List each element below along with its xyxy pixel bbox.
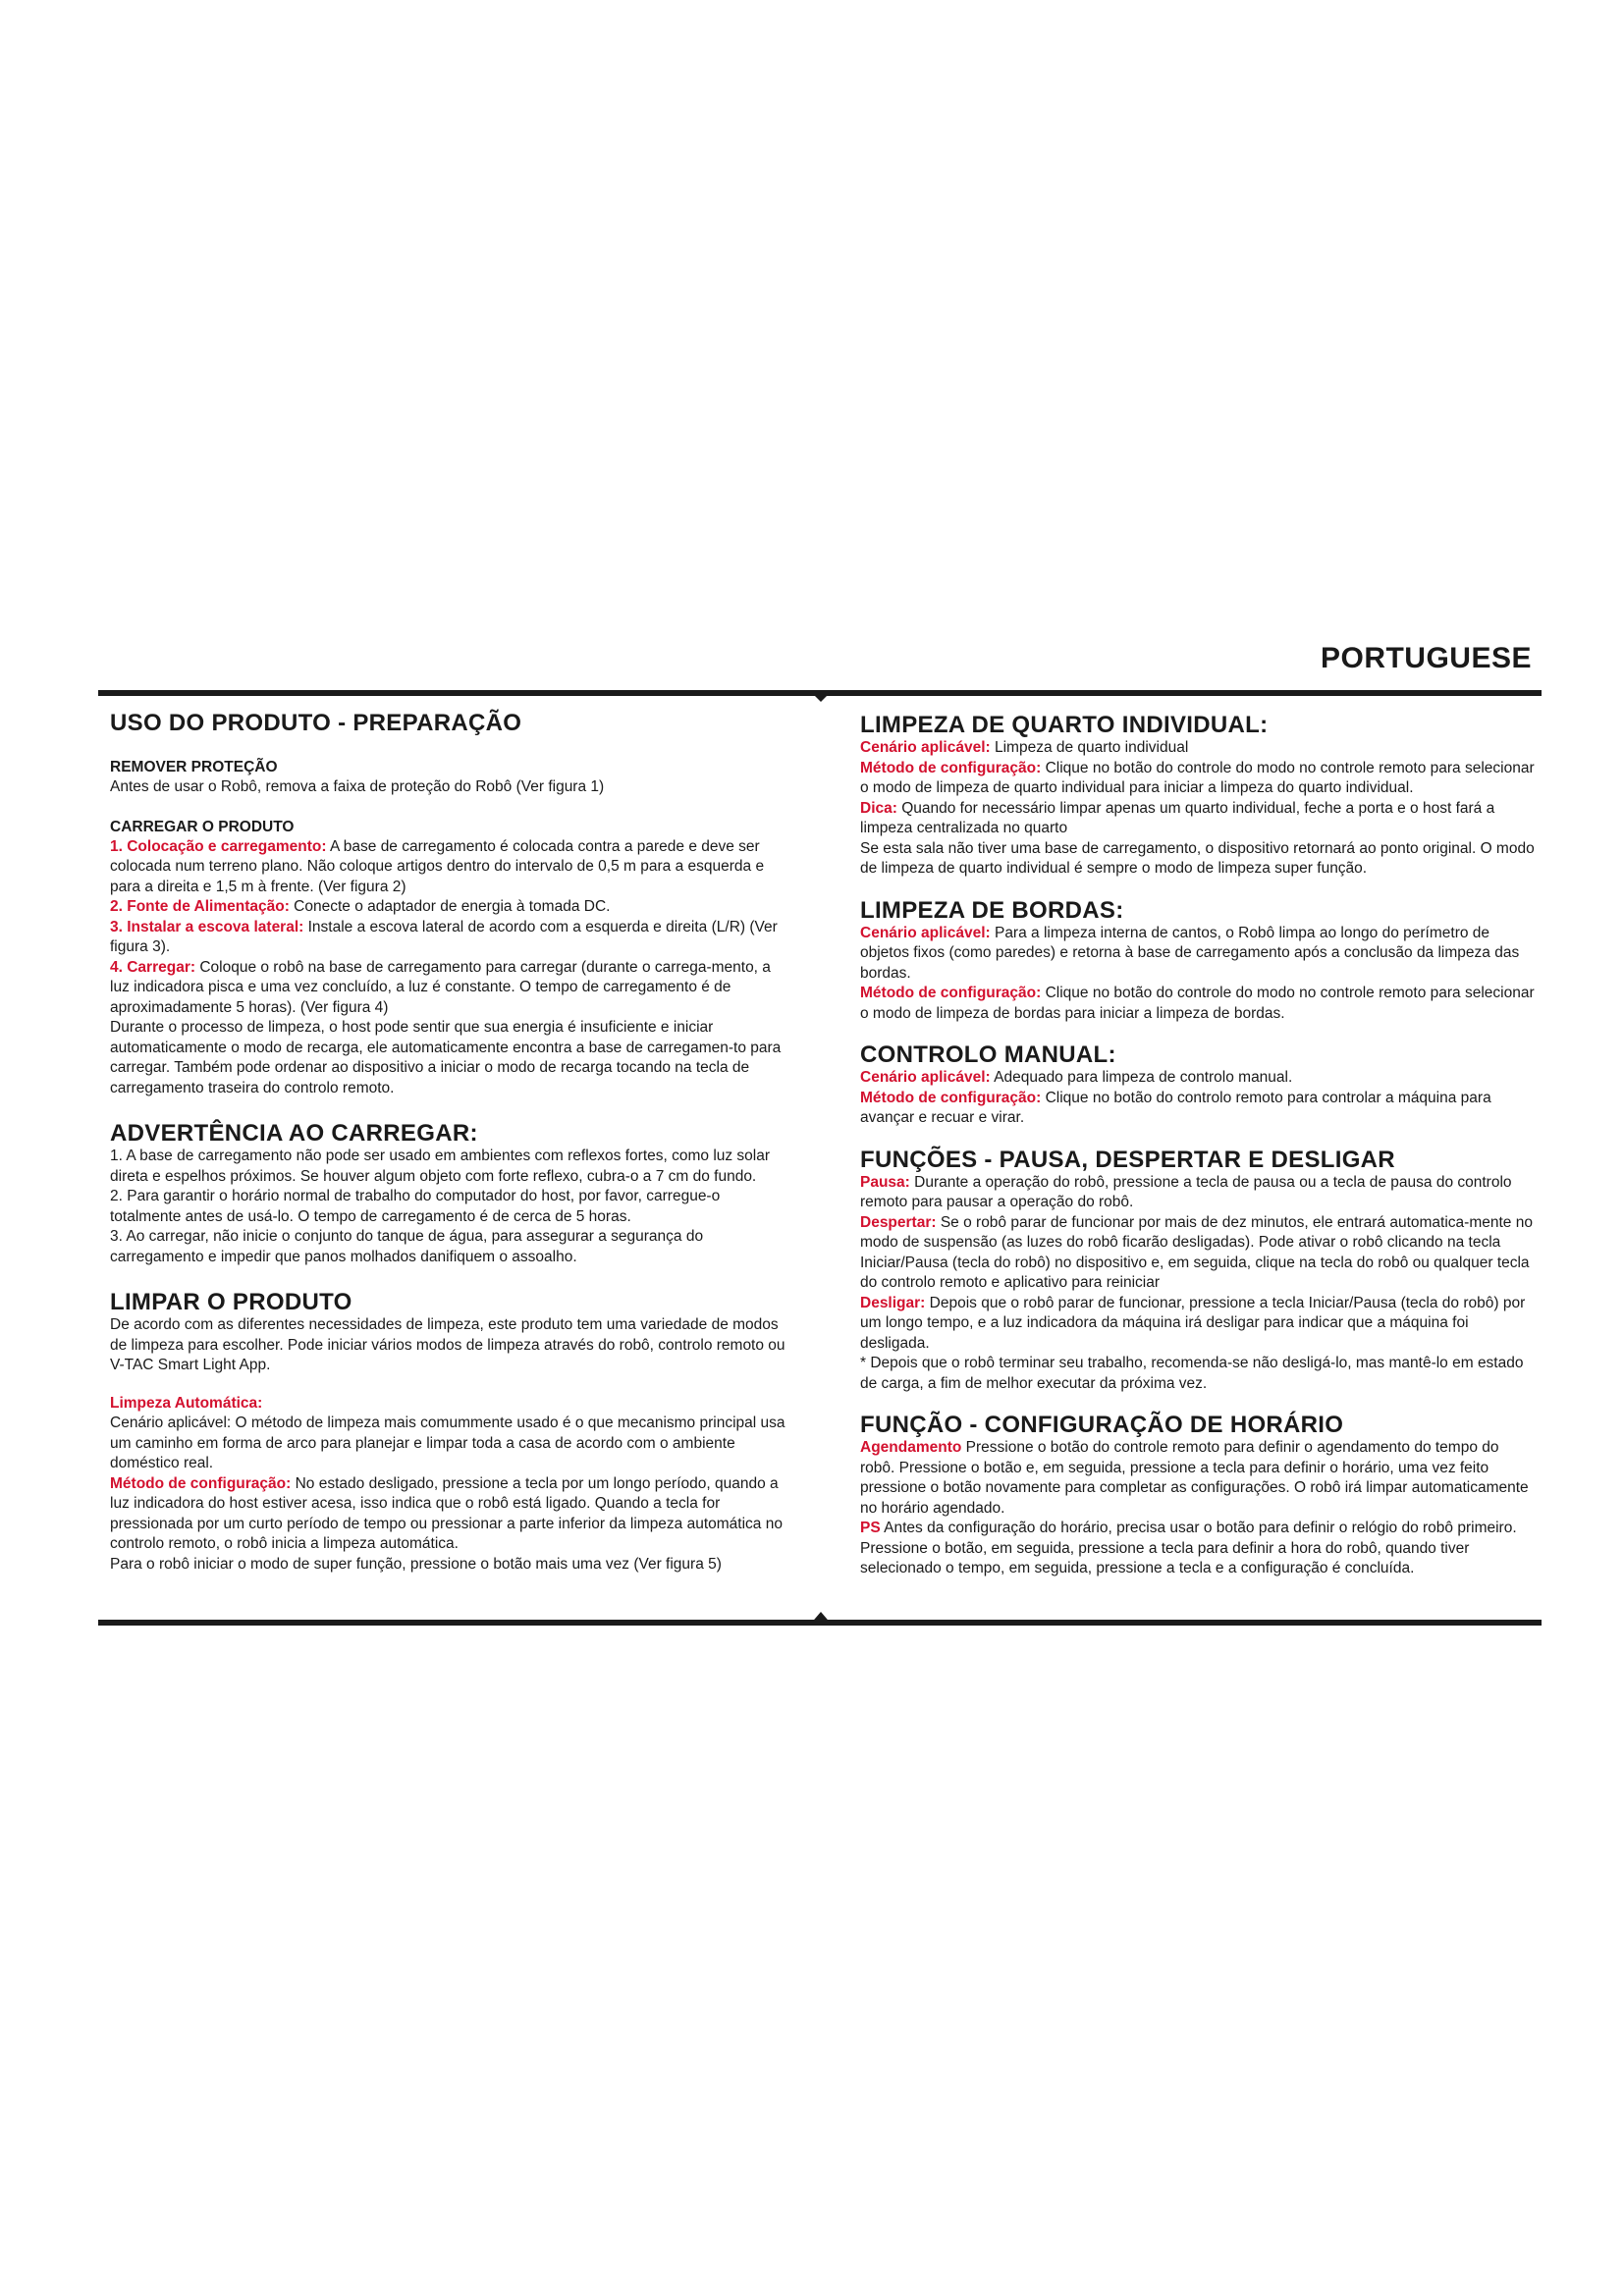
- clean-intro: De acordo com as diferentes necessidades de limpeza, este produto tem uma variedade de modos de limpeza para escolher. Pode iniciar vários modos de limpeza através do robô, controlo remoto ou V-TAC Smart Light App.: [110, 1316, 785, 1373]
- clean-title: LIMPAR O PRODUTO: [110, 1289, 352, 1315]
- warning-item-3: 3. Ao carregar, não inicie o conjunto do tanque de água, para assegurar a segurança do carregamento e impedir que panos molhados danifiquem o assoalho.: [110, 1228, 704, 1265]
- single-note: Se esta sala não tiver uma base de carregamento, o dispositivo retornará ao ponto original. O modo de limpeza de quarto individual é sempre o modo de limpeza super função.: [860, 839, 1535, 877]
- bottom-rule-left: [98, 1620, 815, 1626]
- left-column: [110, 710, 793, 1575]
- bottom-rule-right: [827, 1620, 1542, 1626]
- manual-scenario: Cenário aplicável: Adequado para limpeza de controlo manual.: [860, 1069, 1293, 1086]
- top-rule-right: [827, 690, 1542, 696]
- step-4: 4. Carregar: Coloque o robô na base de carregamento para carregar (durante o carrega-mento, a luz indicadora pisca e uma vez concluído, a luz é constante. O tempo de carregamento é de aproximadamente 5 horas). (Ver figura 4): [110, 958, 771, 1016]
- step-1: 1. Colocação e carregamento: A base de carregamento é colocada contra a parede e deve ser colocada num terreno plano. Não coloque artigos dentro do intervalo de 0,5 m para a esquerda e para a direita e 1,5 m à frente. (Ver figura 2): [110, 837, 765, 895]
- single-title: LIMPEZA DE QUARTO INDIVIDUAL:: [860, 712, 1269, 738]
- schedule-ps: PS Antes da configuração do horário, precisa usar o botão para definir o relógio do robô primeiro. Pressione o botão, em seguida, pressione a tecla para definir a hora do robô, quando tiver selecionado o tempo, em seguida, pressione a tecla e a configuração é concluída.: [860, 1520, 1517, 1576]
- functions-pause: Pausa: Durante a operação do robô, pressione a tecla de pausa ou a tecla de pausa do controlo remoto para pausar a operação do robô.: [860, 1173, 1512, 1210]
- schedule-title: FUNÇÃO - CONFIGURAÇÃO DE HORÁRIO: [860, 1412, 1344, 1438]
- warning-title: ADVERTÊNCIA AO CARREGAR:: [110, 1120, 478, 1147]
- remove-text: Antes de usar o Robô, remova a faixa de proteção do Robô (Ver figura 1): [110, 778, 605, 795]
- edges-scenario: Cenário aplicável: Para a limpeza interna de cantos, o Robô limpa ao longo do perímetro de objetos fixos (como paredes) e retorna à base de carregamento após a conclusão da limpeza das bordas.: [860, 924, 1520, 982]
- single-method: Método de configuração: Clique no botão do controle do modo no controle remoto para selecionar o modo de limpeza de quarto individual para iniciar a limpeza do quarto individual.: [860, 759, 1535, 796]
- remove-heading: REMOVER PROTEÇÃO: [110, 759, 278, 775]
- warning-item-1: 1. A base de carregamento não pode ser usado em ambientes com reflexos fortes, como luz solar direta e espelhos próximos. Se houver algum objeto com forte reflexo, cubra-o a 7 cm do fundo.: [110, 1148, 771, 1185]
- manual-method: Método de configuração: Clique no botão do controlo remoto para controlar a máquina para avançar e recuar e virar.: [860, 1089, 1491, 1126]
- language-title: PORTUGUESE: [1320, 642, 1532, 674]
- warning-item-2: 2. Para garantir o horário normal de trabalho do computador do host, por favor, carregue-o totalmente antes de usá-lo. O tempo de carregamento é de cerca de 5 horas.: [110, 1188, 721, 1225]
- right-column: [860, 712, 1538, 1579]
- edges-title: LIMPEZA DE BORDAS:: [860, 896, 1124, 924]
- functions-wake: Despertar: Se o robô parar de funcionar por mais de dez minutos, ele entrará automatica-mente no modo de suspensão (as luzes do robô ficarão desligadas). Pode ativar o robô clicando na tecla Iniciar/Pausa (tecla do robô) no dispositivo e, em seguida, clique na tecla do robô ou qualquer tecla do controlo remoto e aplicativo para reiniciar: [860, 1213, 1533, 1291]
- auto-heading: Limpeza Automática:: [110, 1394, 263, 1412]
- step-3: 3. Instalar a escova lateral: Instale a escova lateral de acordo com a esquerda e direita (L/R) (Ver figura 3).: [110, 918, 778, 955]
- functions-off: Desligar: Depois que o robô parar de funcionar, pressione a tecla Iniciar/Pausa (tecla do robô) por um longo tempo, e a luz indicadora da máquina irá desligar para indicar que a máquina foi desligada.: [860, 1294, 1526, 1352]
- top-rule-notch: [809, 690, 833, 704]
- functions-note: * Depois que o robô terminar seu trabalho, recomenda-se não desligá-lo, mas mantê-lo em estado de carga, a fim de melhor executar da próxima vez.: [860, 1355, 1524, 1392]
- auto-scenario: Cenário aplicável: O método de limpeza mais comummente usado é o que mecanismo principal usa um caminho em forma de arco para planejar e limpar toda a casa de acordo com o ambiente doméstico real.: [110, 1415, 785, 1471]
- single-tip: Dica: Quando for necessário limpar apenas um quarto individual, feche a porta e o host fará a limpeza centralizada no quarto: [860, 799, 1495, 836]
- recharge-text: Durante o processo de limpeza, o host pode sentir que sua energia é insuficiente e iniciar automaticamente o modo de recarga, ele automaticamente encontra a base de carregamen-to para carregar. Também pode ordenar ao dispositivo a iniciar o modo de recarga tocando na tecla de carregamento traseira do controlo remoto.: [110, 1019, 782, 1096]
- prep-title: USO DO PRODUTO - PREPARAÇÃO: [110, 710, 522, 736]
- bottom-rule-notch: [809, 1610, 833, 1626]
- single-scenario: Cenário aplicável: Limpeza de quarto individual: [860, 739, 1189, 756]
- auto-method: Método de configuração: No estado desligado, pressione a tecla por um longo período, quando a luz indicadora do host estiver acesa, isso indica que o robô está ligado. Quando a tecla for pressionada por um curto período de tempo ou pressionar a parte inferior da limpeza automática no controlo remoto, o robô inicia a limpeza automática.: [110, 1474, 783, 1552]
- charge-heading: CARREGAR O PRODUTO: [110, 818, 295, 835]
- auto-super: Para o robô iniciar o modo de super função, pressione o botão mais uma vez (Ver figura 5): [110, 1555, 722, 1573]
- manual-title: CONTROLO MANUAL:: [860, 1041, 1116, 1068]
- functions-title: FUNÇÕES - PAUSA, DESPERTAR E DESLIGAR: [860, 1146, 1395, 1173]
- top-rule-left: [98, 690, 815, 696]
- schedule-agenda: Agendamento Pressione o botão do controle remoto para definir o agendamento do tempo do robô. Pressione o botão e, em seguida, pressione a tecla para definir o horário, uma vez feito pressione o botão novamente para completar as configurações. O robô irá limpar automaticamente no horário agendado.: [860, 1439, 1529, 1517]
- edges-method: Método de configuração: Clique no botão do controle do modo no controle remoto para selecionar o modo de limpeza de bordas para iniciar a limpeza de bordas.: [860, 985, 1535, 1022]
- step-2: 2. Fonte de Alimentação: Conecte o adaptador de energia à tomada DC.: [110, 898, 611, 915]
